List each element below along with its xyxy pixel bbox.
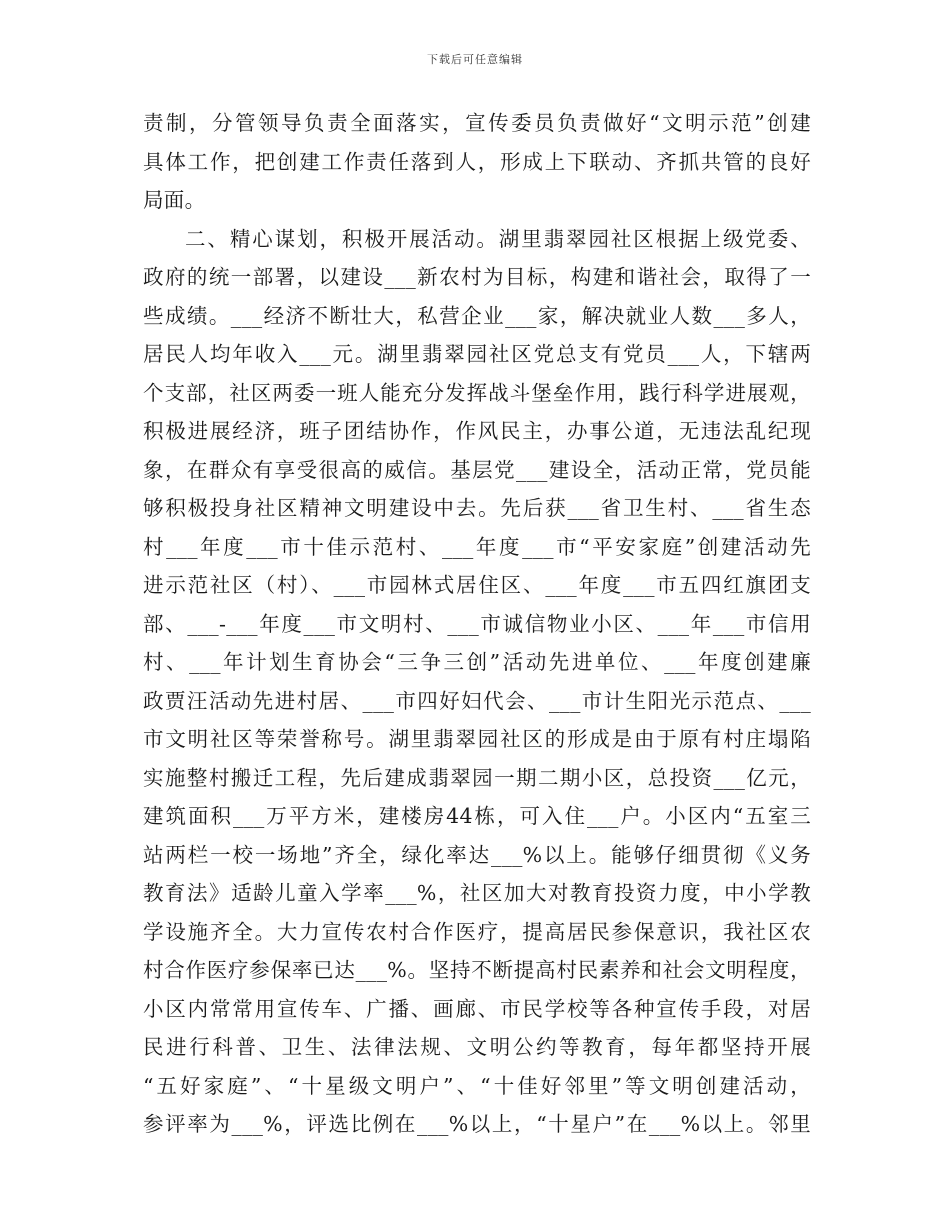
document-body xyxy=(143,104,811,1144)
text-line: 居民人均年收入___元。湖里翡翠园社区党总支有党员___人，下辖两 xyxy=(143,342,811,366)
text-line: 参评率为___%，评选比例在___%以上，“十星户”在___%以上。邻里 xyxy=(143,1112,811,1136)
text-line: 小区内常常用宣传车、广播、画廊、市民学校等各种宣传手段，对居 xyxy=(143,996,811,1021)
paragraph-first-line: 二、精心谋划，积极开展活动。湖里翡翠园社区根据上级党委、 xyxy=(185,226,811,251)
text-line: 村、___年计划生育协会“三争三创”活动先进单位、___年度创建廉 xyxy=(143,650,811,674)
text-line: 够积极投身社区精神文明建设中去。先后获___省卫生村、___省生态 xyxy=(143,496,811,520)
text-line: 学设施齐全。大力宣传农村合作医疗，提高居民参保意识，我社区农 xyxy=(143,919,811,944)
text-line: 积极进展经济，班子团结协作，作风民主，办事公道，无违法乱纪现 xyxy=(143,419,811,443)
text-line: 政贾汪活动先进村居、___市四好妇代会、___市计生阳光示范点、___ xyxy=(143,688,811,713)
text-line: 实施整村搬迁工程，先后建成翡翠园一期二期小区，总投资___亿元， xyxy=(143,765,811,790)
text-line: 村合作医疗参保率已达___%。坚持不断提高村民素养和社会文明程度， xyxy=(143,958,811,982)
text-line: 局面。 xyxy=(143,188,206,212)
text-line: 具体工作，把创建工作责任落到人，形成上下联动、齐抓共管的良好 xyxy=(143,149,811,174)
text-line: 部、___-___年度___市文明村、___市诚信物业小区、___年___市信用 xyxy=(143,611,811,636)
text-line: 教育法》适龄儿童入学率___%，社区加大对教育投资力度，中小学教 xyxy=(143,881,811,905)
text-line: 民进行科普、卫生、法律法规、文明公约等教育，每年都坚持开展 xyxy=(143,1035,811,1059)
text-line: 站两栏一校一场地”齐全，绿化率达___%以上。能够仔细贯彻《义务 xyxy=(143,842,811,867)
text-line: 些成绩。___经济不断壮大，私营企业___家，解决就业人数___多人， xyxy=(143,303,811,328)
text-line: 进示范社区（村）、___市园林式居住区、___年度___市五四红旗团支 xyxy=(143,573,811,597)
text-line: 象，在群众有享受很高的威信。基层党___建设全，活动正常，党员能 xyxy=(143,457,811,482)
text-line: 个支部，社区两委一班人能充分发挥战斗堡垒作用，践行科学进展观， xyxy=(143,380,811,405)
text-line: “五好家庭”、“十星级文明户”、“十佳好邻里”等文明创建活动， xyxy=(143,1073,811,1098)
text-line: 责制，分管领导负责全面落实，宣传委员负责做好“文明示范”创建 xyxy=(143,111,811,135)
text-line: 建筑面积___万平方米，建楼房44栋，可入住___户。小区内“五室三 xyxy=(143,804,811,828)
text-line: 市文明社区等荣誉称号。湖里翡翠园社区的形成是由于原有村庄塌陷 xyxy=(143,727,811,751)
text-line: 村___年度___市十佳示范村、___年度___市“平安家庭”创建活动先 xyxy=(143,534,811,559)
text-line: 政府的统一部署，以建设___新农村为目标，构建和谐社会，取得了一 xyxy=(143,265,811,289)
page-header-note: 下载后可任意编辑 xyxy=(427,53,523,66)
